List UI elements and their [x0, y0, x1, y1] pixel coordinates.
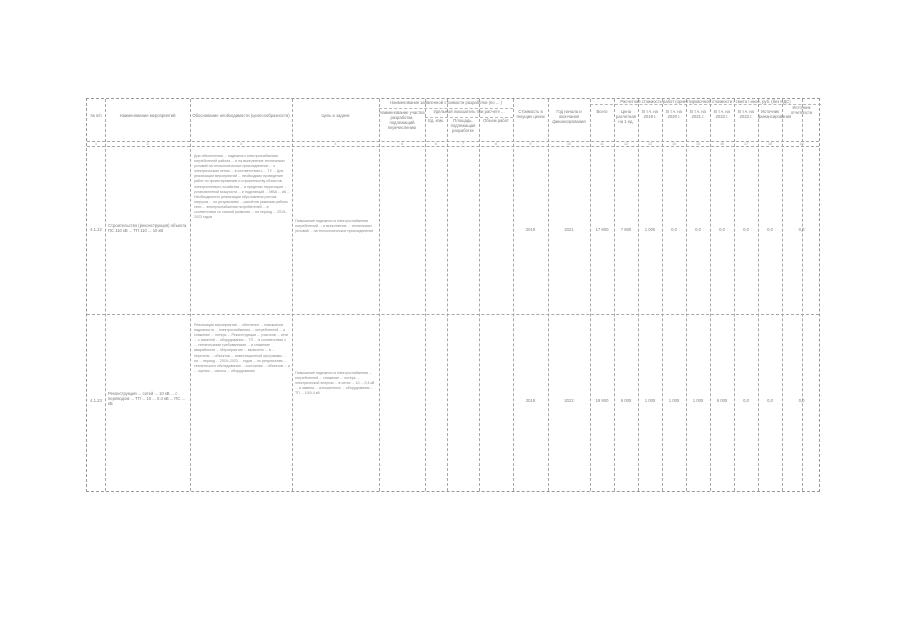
row-report: 0,0	[798, 398, 805, 403]
col-header-cost: Стоимость в текущих ценах	[516, 109, 545, 119]
col-index: 9	[529, 142, 532, 146]
row-2019: 1 000	[644, 227, 656, 232]
col-header-area: Наименование участка разработки, подлежащий перечислению	[379, 110, 425, 130]
row-total: 17 800	[595, 227, 609, 232]
col-index: 2	[146, 142, 149, 146]
col-index: 18	[768, 142, 772, 146]
row-2023: 0,0	[743, 398, 749, 403]
col-header-2019: В т.ч. на 2019 г.	[642, 109, 658, 119]
row-year: 2022	[564, 398, 574, 403]
col-header-2022: В т.ч. на 2022 г.	[714, 109, 730, 119]
col-header-justification: Обоснование необходимости (целесообразности)	[192, 113, 290, 118]
col-header-total: Всего	[596, 109, 608, 114]
row-number: 4.1.22	[90, 227, 102, 232]
col-rule	[425, 99, 426, 491]
col-rule	[548, 99, 549, 491]
col-header-volume: Объем работ	[483, 118, 509, 123]
header-right-group: Расчетная стоимость работ (ориентировочной стоимости / смета / иное, руб. (без НДС)	[620, 99, 791, 104]
col-header-name: Наименование мероприятий	[119, 113, 176, 118]
row-purpose: Повышение надежности электроснабжения потребителей ... и выполнение ... технических условий ... на технологическое присоединение	[295, 219, 374, 234]
row-2022: 6 000	[716, 398, 728, 403]
row-cost: 2019	[525, 227, 536, 232]
col-index: 17	[744, 142, 748, 146]
col-header-2021: В т.ч. на 2021 г.	[690, 109, 706, 119]
col-index: 14	[672, 142, 676, 146]
col-rule	[710, 99, 711, 491]
col-rule	[614, 99, 615, 491]
row-2022: 0,0	[719, 227, 725, 232]
col-rule	[758, 99, 759, 491]
col-rule	[447, 99, 448, 491]
col-index: 12	[624, 142, 628, 146]
col-index: 7	[462, 142, 464, 146]
row-2021: 1 000	[692, 398, 704, 403]
col-rule	[190, 99, 191, 491]
col-rule	[734, 99, 735, 491]
col-index: 8	[495, 142, 497, 146]
row-name: Строительство (реконструкция) объекта ПС 110 кВ ... ТП 110 ... 10 кВ	[108, 223, 187, 233]
row-2021: 0,0	[695, 227, 701, 232]
col-index: 15	[696, 142, 700, 146]
row-source: 0,0	[767, 398, 773, 403]
col-rule	[479, 99, 480, 491]
col-rule	[379, 99, 380, 491]
row-total: 19 900	[595, 398, 609, 403]
row-purpose: Повышение надежности электроснабжения ... потребителей ... снижение ... потерь ... электрической энергии ... в сетях ... 10 ... 0,4 кВ ... и замена ... изношенного ... оборудования ... ТП ... 10/0,4 кВ	[295, 371, 375, 396]
row-number: 4.1.23	[90, 398, 102, 403]
col-index: 11	[600, 142, 604, 146]
col-index: 13	[648, 142, 652, 146]
col-rule	[292, 99, 293, 491]
row-2019: 1 000	[644, 398, 656, 403]
row-source: 0,0	[767, 227, 773, 232]
col-index: 1	[95, 142, 97, 146]
row-2023: 0,0	[743, 227, 749, 232]
col-header-num: № п/п	[90, 113, 102, 118]
col-rule	[802, 99, 803, 491]
col-rule	[638, 99, 639, 491]
col-index: 4	[334, 142, 337, 146]
row-justification: Для обеспечения ... надёжного электроснабжения потребителей района ... и на выполнение технических условий на технологическое присоединение ... к электрическим сетям ... в соответствии с ... ТУ ... Для реализации мероприятий ... необходимо проведение работ по проектированию и строительству объектов электросетевого хозяйства ... в пределах территории ... установленной мощности ... и подстанций ... МВА ... кВ ... Необходимость реализации обусловлена ростом нагрузок ... по результатам ... расчётов режимов работы сети ... электроснабжения потребителей ... в соответствии со схемой развития ... на период ... 2019–2023 годов	[194, 154, 290, 220]
col-header-unit-price: Цена расчетная на 1 ед.	[616, 109, 636, 124]
col-header-2020: В т.ч. на 2020 г.	[666, 109, 682, 119]
row-report: 0,0	[798, 227, 805, 232]
col-rule	[105, 99, 106, 491]
row-justification: Реализация мероприятия ... обеспечит ... повышение надежности ... электроснабжения ... потребителей ... и снижение ... потерь ... Реконструкция ... участков ... сети ... с заменой ... оборудования ... ТП ... в соответствии с ... техническими требованиями ... и снижение аварийности ... Мероприятие ... включено ... в ... перечень ... объектов ... инвестиционной программы ... на ... период ... 2019–2023 ... годов ... по результатам ... технического обследования ... состояния ... объектов ... и ... оценки ... износа ... оборудования	[194, 323, 290, 373]
col-header-source: Источник финансирования	[758, 109, 792, 119]
col-header-report: Источник отчетности	[790, 105, 813, 115]
row-name: Реконструкция ... сетей ... 10 кВ ... с переводом ... ТП ... 10 ... 0,4 кВ ... ПС ... кВ	[108, 391, 186, 406]
col-header-square: Площадь, подлежащая разработке	[450, 118, 476, 133]
col-rule	[686, 99, 687, 491]
row-unit-price: 6 000	[620, 398, 632, 403]
col-header-unit: Ед. изм.	[428, 118, 444, 123]
row-unit-price: 7 800	[620, 227, 632, 232]
col-rule	[662, 99, 663, 491]
col-header-2023: В т.ч. на 2023 г.	[738, 109, 754, 119]
col-index: 3	[240, 142, 242, 146]
col-header-year: Год начала и окончания финансирования	[552, 109, 586, 124]
col-rule	[513, 99, 514, 491]
header-sub-group: Удельный показатель при расчете ...	[433, 109, 505, 114]
row-2020: 0,0	[671, 227, 677, 232]
document-table	[86, 98, 820, 492]
col-index: 10	[567, 142, 571, 146]
row-cost: 2019	[525, 398, 536, 403]
col-rule	[782, 99, 783, 491]
col-index: 6	[435, 142, 437, 146]
header-top-group: Наименование заявленной стоимости разработки (по ... )	[390, 100, 502, 105]
col-rule	[590, 99, 591, 491]
row-2020: 1 000	[668, 398, 680, 403]
row-year: 2021	[564, 227, 574, 232]
col-header-purpose: Цель и задачи	[321, 113, 350, 118]
col-index: 5	[401, 142, 403, 146]
col-index: 16	[720, 142, 724, 146]
col-index: 19	[799, 142, 804, 146]
